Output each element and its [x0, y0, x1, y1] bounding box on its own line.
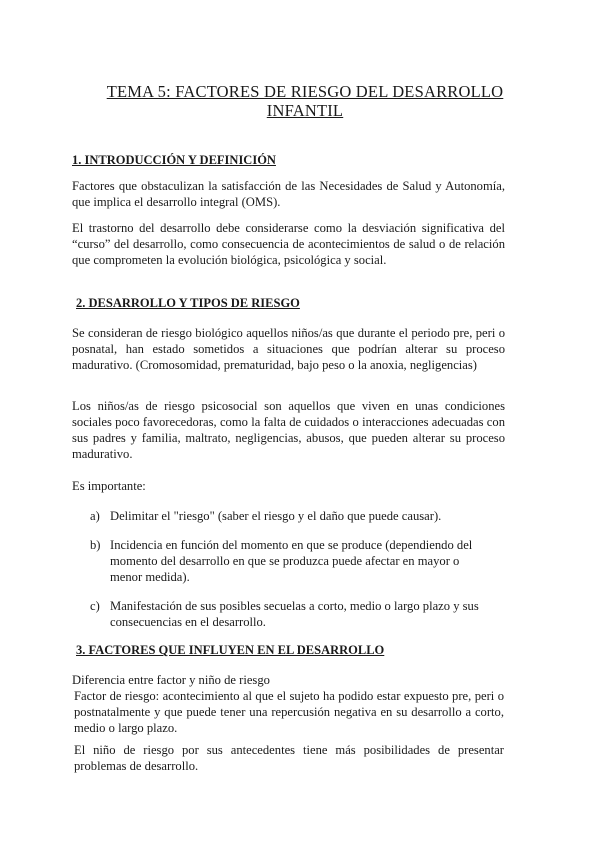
list-item-text: Delimitar el "riesgo" (saber el riesgo y el daño que puede causar). — [110, 509, 442, 523]
title-line-1: TEMA 5: FACTORES DE RIESGO DEL DESARROLLO — [106, 82, 504, 101]
section-3-heading: 3. FACTORES QUE INFLUYEN EN EL DESARROLLO — [76, 643, 385, 657]
list-item — [90, 508, 490, 528]
list-marker: a) — [90, 509, 100, 523]
document-title — [60, 82, 550, 120]
section-3-paragraph-1: Factor de riesgo: acontecimiento al que el sujeto ha podido estar expuesto pre, peri o postnatalmente y que puede tener una repercusión negativa en su desarrollo a corto, medio o largo plazo. — [74, 689, 504, 735]
section-3-line-1: Diferencia entre factor y niño de riesgo — [72, 673, 270, 687]
list-marker: b) — [90, 538, 101, 552]
section-2-paragraph-2: Los niños/as de riesgo psicosocial son aquellos que viven en unas condiciones sociales poco favorecedoras, como la falta de cuidados o interacciones adecuadas con sus padres y familia, maltrato, negligencias, abusos, que pueden alterar su proceso madurativo. — [72, 399, 505, 461]
section-3-paragraph-2: El niño de riesgo por sus antecedentes tiene más posibilidades de presentar problemas de desarrollo. — [74, 743, 504, 773]
section-2-paragraph-3: Es importante: — [72, 479, 146, 493]
list-item-text: Manifestación de sus posibles secuelas a corto, medio o largo plazo y sus consecuencias en el desarrollo. — [110, 599, 479, 629]
section-2-heading: 2. DESARROLLO Y TIPOS DE RIESGO — [76, 296, 300, 310]
list-item — [90, 598, 490, 634]
section-1-heading: 1. INTRODUCCIÓN Y DEFINICIÓN — [72, 153, 276, 167]
list-item-text: Incidencia en función del momento en que se produce (dependiendo del momento del desarrollo en que se produzca puede afectar en mayor o menor medida). — [110, 538, 473, 584]
list-marker: c) — [90, 599, 100, 613]
section-1-paragraph-2: El trastorno del desarrollo debe considerarse como la desviación significativa del “curso” del desarrollo, como consecuencia de acontecimientos de salud o de relación que comprometen la evolución biológica, psicológica y social. — [72, 221, 505, 267]
section-2-paragraph-1: Se consideran de riesgo biológico aquellos niños/as que durante el periodo pre, peri o posnatal, han estado sometidos a situaciones que podrían alterar su proceso madurativo. (Cromosomidad, prematuridad, bajo peso o la anoxia, negligencias) — [72, 326, 505, 372]
section-1-paragraph-1: Factores que obstaculizan la satisfacción de las Necesidades de Salud y Autonomía, que implica el desarrollo integral (OMS). — [72, 179, 505, 209]
title-line-2: INFANTIL — [266, 101, 344, 120]
list-item — [90, 537, 490, 589]
